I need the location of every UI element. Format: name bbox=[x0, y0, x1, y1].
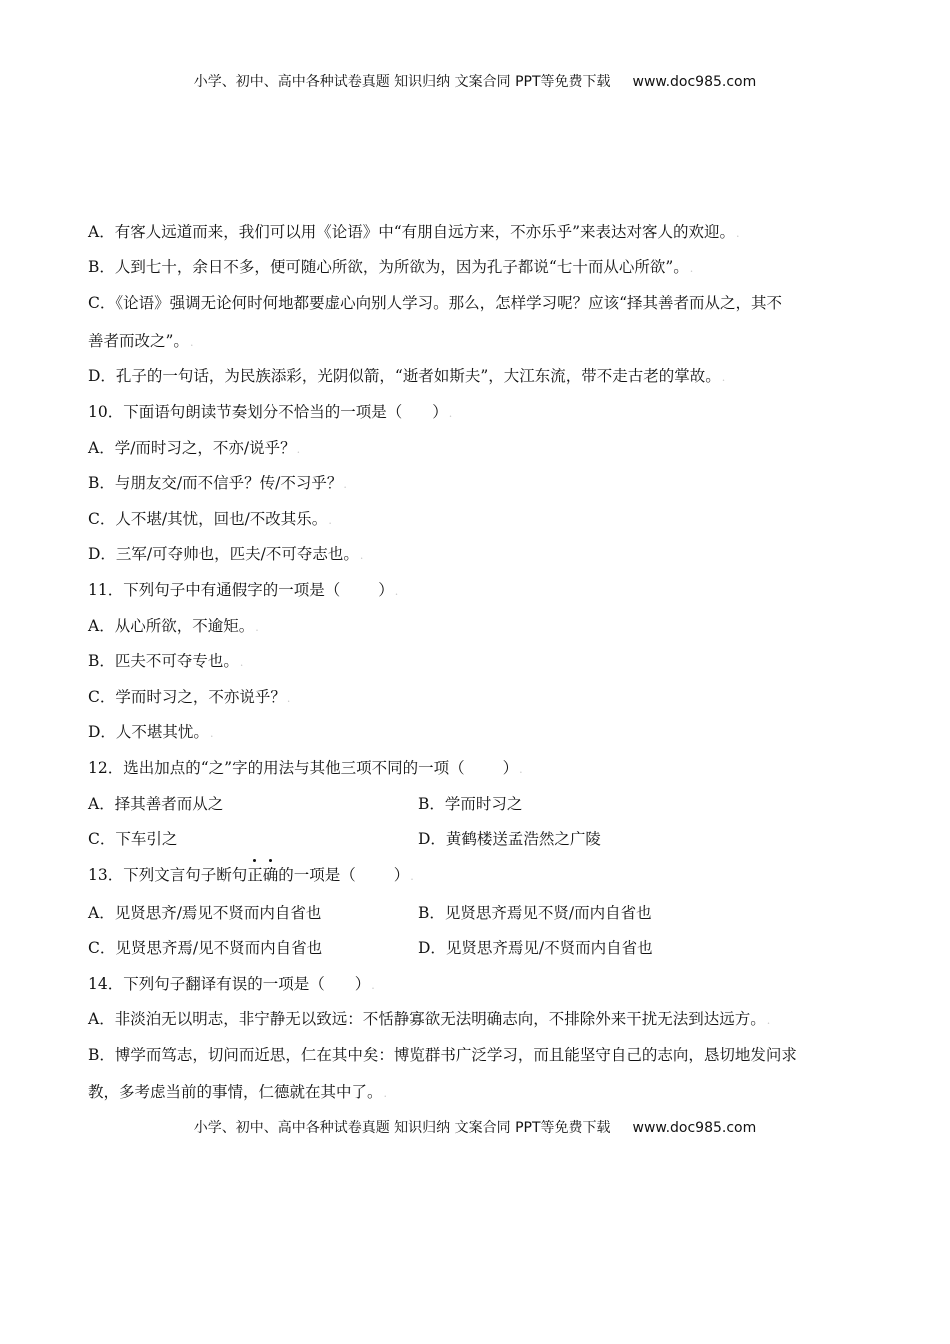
q9-option-c-line1: C．《论语》强调无论何时何地都要虚心向别人学习。那么，怎样学习呢？应该“择其善者而从之，其不 bbox=[88, 294, 783, 312]
q13-option-a: A．见贤思齐/焉见不贤而内自省也 bbox=[88, 904, 322, 922]
q13-option-b: B．见贤思齐焉见不贤/而内自省也 bbox=[418, 904, 652, 922]
q9-option-c-line2: 善者而改之”。. bbox=[88, 332, 194, 350]
q14-option-a: A．非淡泊无以明志，非宁静无以致远：不恬静寡欲无法明确志向，不排除外来干扰无法到达远方。. bbox=[88, 1010, 771, 1028]
q13-stem: 13．下列文言句子断句正确的一项是（ ）. bbox=[88, 866, 414, 884]
q10-stem: 10．下面语句朗读节奏划分不恰当的一项是（ ）. bbox=[88, 403, 453, 421]
header-url: www.doc985.com bbox=[632, 74, 757, 90]
q10-option-b: B．与朋友交/而不信乎？传/不习乎？. bbox=[88, 474, 347, 492]
q11-option-c: C．学而时习之，不亦说乎？. bbox=[88, 688, 291, 706]
q11-stem: 11．下列句子中有通假字的一项是（ ）. bbox=[88, 581, 399, 599]
header-text: 小学、初中、高中各种试卷真题 知识归纳 文案合同 PPT等免费下载 bbox=[193, 74, 611, 90]
q9-option-d: D．孔子的一句话，为民族添彩，光阴似箭，“逝者如斯夫”，大江东流，带不走古老的掌故。. bbox=[88, 367, 726, 385]
q9-option-b: B．人到七十，余日不多，便可随心所欲，为所欲为，因为孔子都说“七十而从心所欲”。. bbox=[88, 258, 694, 276]
q12-option-c: C．下车引之 bbox=[88, 830, 178, 848]
q11-option-b: B．匹夫不可夺专也。. bbox=[88, 652, 244, 670]
q11-option-d: D．人不堪其忧。. bbox=[88, 723, 214, 741]
emphasis-dot-char: 确 bbox=[262, 866, 279, 884]
q13-option-c: C．见贤思齐焉/见不贤而内自省也 bbox=[88, 939, 323, 957]
q9-option-a: A．有客人远道而来，我们可以用《论语》中“有朋自远方来，不亦乐乎”来表达对客人的欢迎。. bbox=[88, 223, 740, 241]
q10-option-c: C．人不堪/其忧，回也/不改其乐。. bbox=[88, 510, 332, 528]
page-header bbox=[0, 71, 950, 91]
q12-stem: 12．选出加点的“之”字的用法与其他三项不同的一项（ ）. bbox=[88, 759, 523, 777]
q14-option-b-line1: B．博学而笃志，切问而近思，仁在其中矣：博览群书广泛学习，而且能坚守自己的志向，恳切地发问求 bbox=[88, 1046, 797, 1064]
q10-option-a: A．学/而时习之，不亦/说乎？. bbox=[88, 439, 301, 457]
q12-option-a: A．择其善者而从之 bbox=[88, 795, 224, 813]
q13-option-d: D．见贤思齐焉见/不贤而内自省也 bbox=[418, 939, 653, 957]
footer-url: www.doc985.com bbox=[632, 1120, 757, 1136]
q12-option-b: B．学而时习之 bbox=[418, 795, 523, 813]
emphasis-dot-char: 正 bbox=[247, 866, 263, 884]
q14-option-b-line2: 教，多考虑当前的事情，仁德就在其中了。. bbox=[88, 1083, 388, 1101]
q12-option-d: D．黄鹤楼送孟浩然之广陵 bbox=[418, 830, 601, 848]
q11-option-a: A．从心所欲，不逾矩。. bbox=[88, 617, 259, 635]
footer-text: 小学、初中、高中各种试卷真题 知识归纳 文案合同 PPT等免费下载 bbox=[193, 1120, 611, 1136]
page-footer bbox=[0, 1117, 950, 1137]
q10-option-d: D．三军/可夺帅也，匹夫/不可夺志也。. bbox=[88, 545, 364, 563]
q14-stem: 14．下列句子翻译有误的一项是（ ）. bbox=[88, 975, 375, 993]
